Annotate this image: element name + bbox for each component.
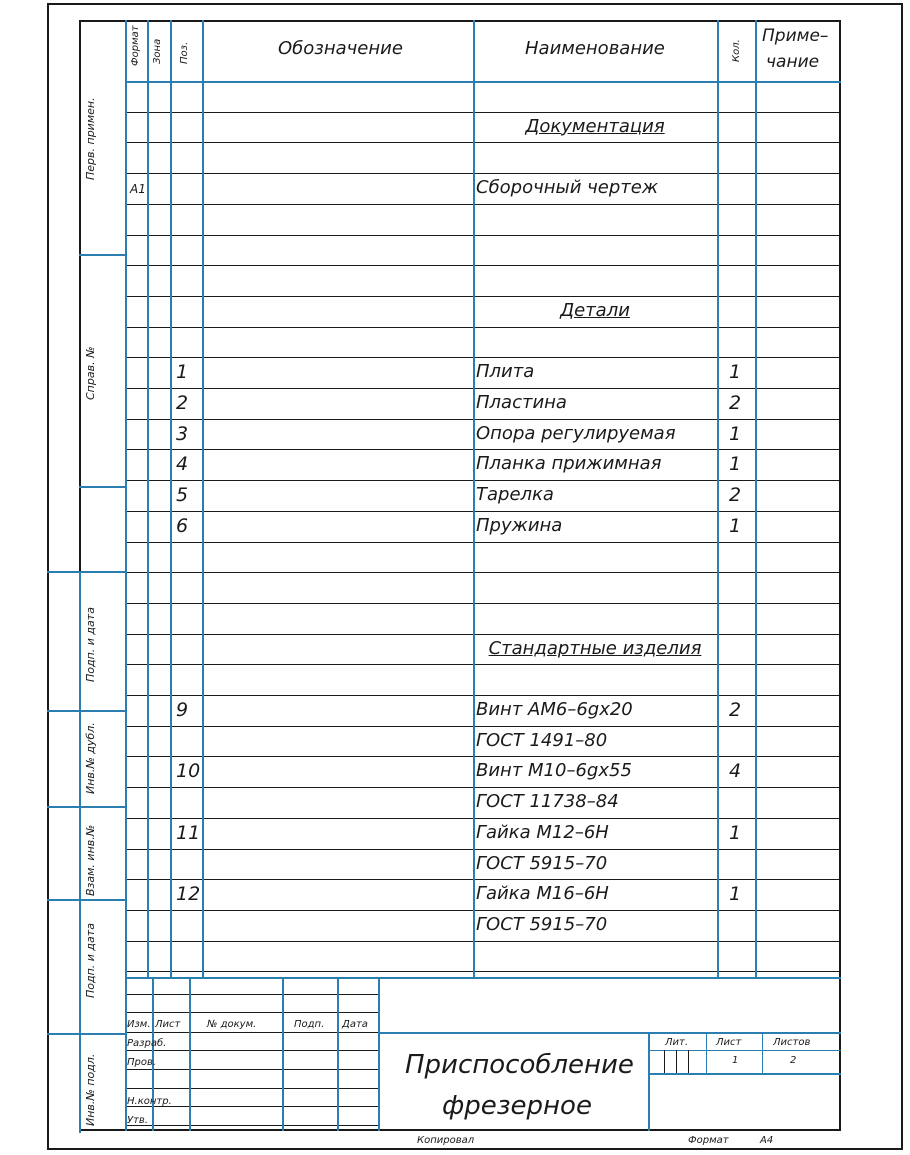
grid-line xyxy=(282,977,284,1131)
grid-line xyxy=(125,419,841,420)
row-qty: 2 xyxy=(729,392,742,414)
grid-line xyxy=(125,849,841,850)
row-name: Плита xyxy=(476,361,535,383)
tb-sheet-value: 1 xyxy=(732,1055,739,1066)
row-name: Тарелка xyxy=(476,484,554,506)
row-pos: 12 xyxy=(176,883,201,906)
row-name: Винт М10–6gx55 xyxy=(476,760,632,782)
header-qty: Кол. xyxy=(731,39,742,62)
row-qty: 2 xyxy=(729,484,742,507)
row-name: ГОСТ 5915–70 xyxy=(476,913,608,935)
row-qty: 1 xyxy=(729,453,742,476)
footer-format-label: Формат xyxy=(688,1135,729,1146)
grid-line xyxy=(125,994,378,995)
grid-line xyxy=(125,910,841,911)
row-pos: 11 xyxy=(176,821,201,844)
row-name: ГОСТ 5915–70 xyxy=(476,852,608,874)
header-designation: Обозначение xyxy=(278,38,403,59)
header-format: Формат xyxy=(130,25,141,66)
grid-line xyxy=(125,20,127,977)
header-zone: Зона xyxy=(152,38,163,64)
grid-line xyxy=(47,1033,125,1035)
tb-izm: Изм. xyxy=(127,1019,151,1030)
tb-razrab: Разраб. xyxy=(127,1038,167,1049)
row-name: ГОСТ 1491–80 xyxy=(476,729,608,751)
grid-line xyxy=(47,571,125,573)
side-label-podp-data-2: Подп. и дата xyxy=(84,923,97,998)
side-label-perv-primen: Перв. примен. xyxy=(84,97,97,180)
grid-line xyxy=(125,1032,378,1033)
side-label-inv-dubl: Инв.№ дубл. xyxy=(84,722,97,794)
tb-podp: Подп. xyxy=(294,1019,325,1030)
side-label-podp-data-1: Подп. и дата xyxy=(84,607,97,682)
grid-line xyxy=(125,603,841,604)
row-qty: 1 xyxy=(729,883,742,906)
row-format: А1 xyxy=(130,182,146,197)
grid-line xyxy=(676,1050,677,1073)
tb-n-kontr: Н.контр. xyxy=(127,1096,172,1107)
grid-line xyxy=(378,1032,841,1034)
grid-line xyxy=(125,1069,378,1070)
grid-line xyxy=(170,20,172,977)
row-name: Винт АМ6–6gx20 xyxy=(476,699,633,720)
row-pos: 5 xyxy=(176,484,189,507)
grid-line xyxy=(202,20,204,977)
grid-line xyxy=(125,664,841,665)
grid-line xyxy=(125,941,841,942)
row-qty: 1 xyxy=(729,514,742,537)
tb-list: Лист xyxy=(155,1019,181,1030)
grid-line xyxy=(648,1073,841,1075)
row-pos: 1 xyxy=(176,361,189,384)
row-name: Пластина xyxy=(476,392,567,413)
grid-line xyxy=(125,726,841,727)
grid-line xyxy=(125,511,841,512)
grid-line xyxy=(125,142,841,143)
grid-line xyxy=(125,327,841,328)
grid-line xyxy=(125,357,841,358)
header-note-line2: чание xyxy=(766,52,820,72)
row-qty: 2 xyxy=(729,699,742,721)
grid-line xyxy=(125,1050,378,1051)
grid-line xyxy=(664,1050,665,1073)
grid-line xyxy=(152,977,154,1131)
grid-line xyxy=(125,204,841,205)
header-name: Наименование xyxy=(525,38,665,59)
grid-line xyxy=(125,977,841,979)
tb-title-line2: фрезерное xyxy=(442,1091,592,1121)
tb-sheets-label: Листов xyxy=(773,1037,811,1048)
grid-line xyxy=(125,235,841,236)
section-heading: Стандартные изделия xyxy=(488,637,702,659)
grid-line xyxy=(125,265,841,266)
grid-line xyxy=(47,899,125,901)
grid-line xyxy=(125,572,841,573)
grid-line xyxy=(125,695,841,696)
inner-frame xyxy=(79,20,841,1131)
tb-sheets-value: 2 xyxy=(790,1055,797,1066)
section-heading: Документация xyxy=(525,115,665,137)
grid-line xyxy=(378,977,380,1131)
grid-line xyxy=(125,1125,378,1126)
grid-line xyxy=(337,977,339,1131)
grid-line xyxy=(125,81,841,83)
header-pos: Поз. xyxy=(179,41,190,64)
grid-line xyxy=(648,1032,650,1131)
row-name: Гайка М16–6Н xyxy=(476,883,609,905)
tb-n-dokum: № докум. xyxy=(207,1019,257,1030)
grid-line xyxy=(125,756,841,757)
grid-line xyxy=(688,1050,689,1073)
grid-line xyxy=(762,1032,763,1073)
grid-line xyxy=(125,173,841,174)
grid-line xyxy=(125,971,841,972)
grid-line xyxy=(706,1032,707,1073)
row-qty: 1 xyxy=(729,422,742,445)
tb-title-line1: Приспособление xyxy=(405,1050,634,1080)
header-note-line1: Приме– xyxy=(762,26,829,46)
row-pos: 2 xyxy=(176,392,189,414)
row-pos: 10 xyxy=(176,760,201,783)
grid-line xyxy=(125,977,127,1131)
tb-lit: Лит. xyxy=(665,1037,689,1048)
grid-line xyxy=(125,634,841,635)
grid-line xyxy=(125,388,841,389)
row-name: ГОСТ 11738–84 xyxy=(476,791,619,813)
grid-line xyxy=(125,449,841,450)
tb-utv: Утв. xyxy=(127,1115,148,1126)
grid-line xyxy=(189,977,191,1131)
row-qty: 1 xyxy=(729,361,742,384)
row-pos: 6 xyxy=(176,514,189,537)
grid-line xyxy=(717,20,719,977)
tb-prov: Пров. xyxy=(127,1057,157,1068)
tb-data: Дата xyxy=(342,1019,368,1030)
grid-line xyxy=(79,486,125,488)
side-label-inv-podl: Инв.№ подл. xyxy=(84,1053,97,1126)
side-label-sprav: Справ. № xyxy=(84,346,97,400)
row-pos: 9 xyxy=(176,699,189,721)
row-name: Сборочный чертеж xyxy=(476,177,659,199)
grid-line xyxy=(125,296,841,297)
grid-line xyxy=(125,818,841,819)
row-qty: 1 xyxy=(729,821,742,844)
row-name: Опора регулируемая xyxy=(476,422,676,444)
grid-line xyxy=(125,1088,378,1089)
row-name: Планка прижимная xyxy=(476,453,662,475)
grid-line xyxy=(755,20,757,977)
grid-line xyxy=(125,112,841,113)
grid-line xyxy=(79,571,81,1133)
row-name: Гайка М12–6Н xyxy=(476,821,609,843)
grid-line xyxy=(125,480,841,481)
grid-line xyxy=(47,806,125,808)
grid-line xyxy=(473,20,475,977)
side-label-vzam-inv: Взам. инв.№ xyxy=(84,824,97,896)
row-pos: 4 xyxy=(176,453,189,476)
tb-sheet-label: Лист xyxy=(716,1037,742,1048)
grid-line xyxy=(125,879,841,880)
row-pos: 3 xyxy=(176,422,189,445)
grid-line xyxy=(125,1012,378,1013)
grid-line xyxy=(125,787,841,788)
grid-line xyxy=(79,254,125,256)
row-qty: 4 xyxy=(729,760,742,783)
footer-copied: Копировал xyxy=(417,1135,475,1146)
footer-format-value: А4 xyxy=(760,1135,774,1146)
grid-line xyxy=(125,542,841,543)
section-heading: Детали xyxy=(560,299,630,321)
grid-line xyxy=(47,710,125,712)
row-name: Пружина xyxy=(476,514,563,536)
grid-line xyxy=(147,20,149,977)
